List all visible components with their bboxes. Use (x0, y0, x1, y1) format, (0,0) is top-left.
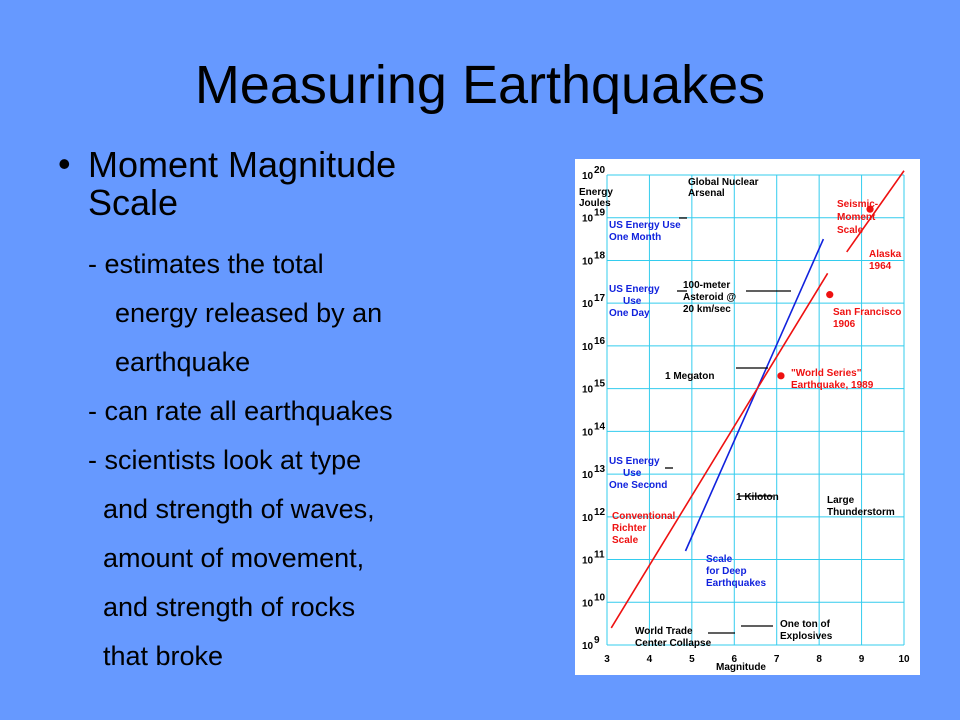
annotation-label: Use (623, 296, 642, 307)
annotation-label: 1 Kiloton (736, 492, 779, 503)
body-line: and strength of waves, (103, 494, 375, 524)
slide-title: Measuring Earthquakes (194, 55, 766, 115)
y-tick-exponent: 12 (594, 506, 606, 518)
heading-line: Moment Magnitude (88, 144, 397, 185)
y-tick-exponent: 16 (594, 335, 606, 347)
y-tick-base: 10 (582, 512, 594, 524)
body-line: that broke (103, 641, 224, 671)
y-tick-exponent: 17 (594, 293, 606, 305)
annotation-label: Scale (706, 554, 733, 565)
y-tick-base: 10 (582, 384, 594, 396)
y-axis-label: Joules (579, 198, 611, 209)
y-tick-base: 10 (582, 299, 594, 311)
y-tick-base: 10 (582, 641, 594, 652)
body-line: - scientists look at type (88, 445, 362, 475)
annotation-label: Use (623, 468, 642, 479)
annotation-label: San Francisco (833, 307, 902, 318)
y-tick-exponent: 15 (594, 378, 606, 390)
annotation-label: US Energy (609, 284, 660, 295)
chart-grid (607, 175, 904, 645)
y-tick-exponent: 13 (594, 464, 606, 476)
annotation-label: Richter (612, 523, 647, 534)
annotation-label: Center Collapse (635, 638, 712, 649)
annotation-label: One Second (609, 480, 668, 491)
annotation-label: Moment (837, 212, 876, 223)
annotation-label: "World Series" (791, 368, 862, 379)
y-tick-base: 10 (582, 171, 594, 182)
annotation-label: Earthquakes (706, 578, 767, 589)
body-line: earthquake (115, 347, 251, 377)
y-tick-base: 10 (582, 598, 594, 610)
annotation-label: Thunderstorm (827, 507, 895, 518)
annotation-label: One ton of (780, 619, 830, 630)
body-line: and strength of rocks (103, 592, 356, 622)
y-tick-base: 10 (582, 213, 594, 225)
body-line: - estimates the total (88, 249, 324, 279)
annotation-label: One Month (609, 232, 662, 243)
annotation-label: Large (827, 495, 855, 506)
annotation-label: Arsenal (688, 188, 725, 199)
annotation-label: One Day (609, 308, 650, 319)
y-tick-base: 10 (582, 555, 594, 567)
annotation-label: Scale (837, 225, 864, 236)
earthquake-point (777, 372, 784, 379)
y-tick-exponent: 9 (594, 635, 600, 646)
y-tick-base: 10 (582, 470, 594, 482)
y-tick-exponent: 20 (594, 165, 606, 176)
annotation-label: Explosives (780, 631, 833, 642)
annotation-label: World Trade (635, 626, 693, 637)
annotation-label: 1906 (833, 319, 856, 330)
annotation-label: 100-meter (683, 280, 731, 291)
annotation-label: 1 Megaton (665, 371, 715, 382)
annotation-label: Scale (612, 535, 639, 546)
x-tick-label: 3 (604, 654, 610, 665)
x-tick-label: 8 (816, 654, 822, 665)
body-line: amount of movement, (103, 543, 365, 573)
y-tick-base: 10 (582, 341, 594, 353)
heading-line: Scale (88, 182, 179, 223)
annotation-label: Alaska (869, 249, 902, 260)
x-tick-label: 4 (646, 654, 653, 665)
body-line: energy released by an (115, 298, 383, 328)
annotation-label: Global Nuclear (688, 177, 759, 188)
annotation-label: Asteroid @ (683, 292, 737, 303)
y-tick-exponent: 14 (594, 421, 606, 433)
chart-annotations (609, 177, 902, 649)
annotation-label: Seismic- (837, 199, 879, 210)
x-tick-label: 10 (898, 654, 910, 665)
chart-svg (575, 159, 920, 675)
y-tick-exponent: 18 (594, 250, 606, 262)
x-axis-label: Magnitude (716, 662, 766, 673)
bullet-marker: • (58, 143, 71, 184)
annotation-label: for Deep (706, 566, 747, 577)
y-tick-exponent: 19 (594, 207, 606, 219)
body-line: - can rate all earthquakes (88, 396, 393, 426)
annotation-label: Earthquake, 1989 (791, 380, 874, 391)
energy-magnitude-chart (575, 159, 920, 675)
x-tick-label: 9 (858, 654, 865, 665)
annotation-label: Conventional (612, 511, 676, 522)
y-tick-exponent: 10 (594, 592, 606, 604)
x-tick-label: 7 (773, 654, 780, 665)
x-tick-label: 6 (731, 654, 738, 665)
annotation-label: US Energy Use (609, 220, 681, 231)
earthquake-point (826, 291, 833, 298)
annotation-label: US Energy (609, 456, 660, 467)
x-tick-label: 5 (689, 654, 695, 665)
y-tick-base: 10 (582, 427, 594, 439)
annotation-label: 20 km/sec (683, 304, 731, 315)
y-axis-label: Energy (579, 187, 613, 198)
y-tick-base: 10 (582, 256, 594, 268)
bullet-heading (88, 146, 508, 222)
y-tick-exponent: 11 (594, 549, 605, 561)
annotation-label: 1964 (869, 261, 892, 272)
